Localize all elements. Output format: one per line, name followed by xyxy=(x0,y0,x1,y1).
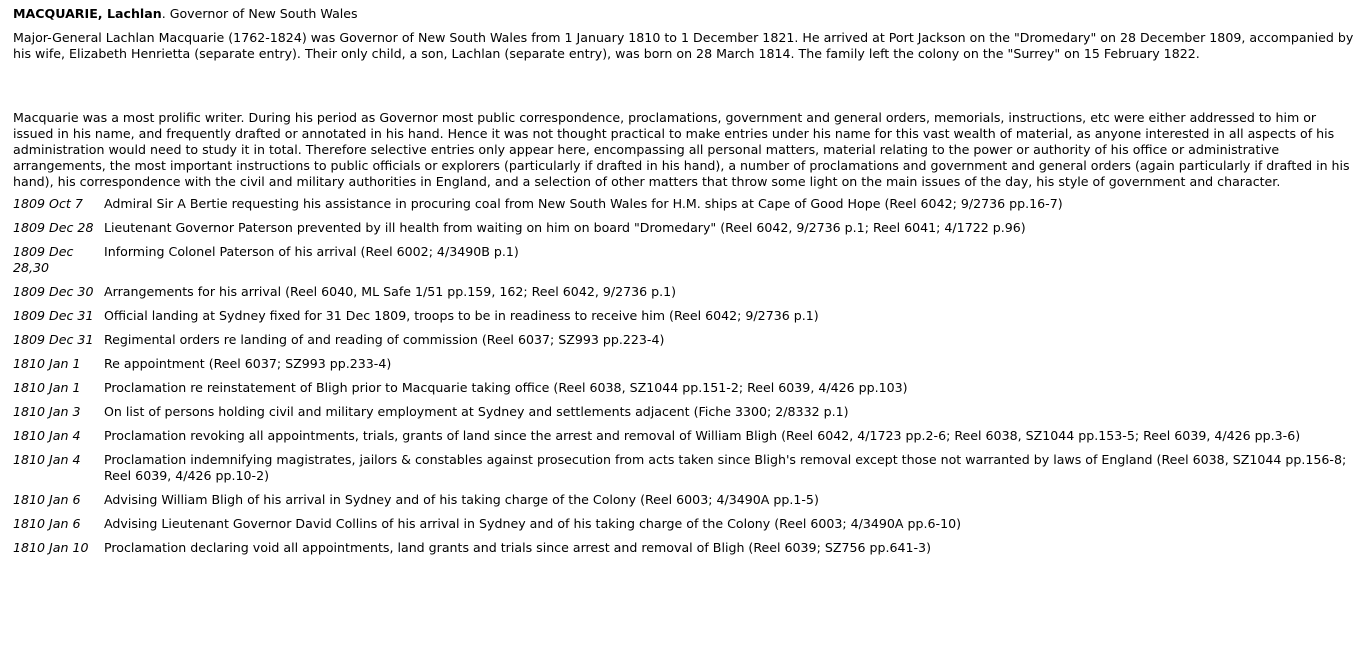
table-row xyxy=(13,216,1359,240)
entry-description: Regimental orders re landing of and reading of commission (Reel 6037; SZ993 pp.223-4) xyxy=(104,332,665,347)
entry-date: 1809 Dec 31 xyxy=(13,308,94,323)
entry-date: 1810 Jan 3 xyxy=(13,404,81,419)
entry-heading xyxy=(13,6,1359,22)
table-row xyxy=(13,240,1359,280)
entry-description: Lieutenant Governor Paterson prevented by ill health from waiting on him on board "Dromedary" (Reel 6042, 9/2736 p.1; Reel 6041; 4/1722 p.96) xyxy=(104,220,1026,235)
table-row xyxy=(13,536,1359,560)
writings-paragraph: Macquarie was a most prolific writer. During his period as Governor most public correspondence, proclamations, government and general orders, memorials, instructions, etc were either addressed to him or issued in his name, and frequently drafted or annotated in his hand. Hence it was not thought practical to make entries under his name for this vast wealth of material, as anyone interested in all aspects of his administration would need to study it in total. Therefore selective entries only appear here, encompassing all personal matters, material relating to the power or authority of his office or administrative arrangements, the most important instructions to public officials or explorers (particularly if drafted in his hand), a number of proclamations and government and general orders (again particularly if drafted in his hand), his correspondence with the civil and military authorities in England, and a selection of other matters that throw some light on the main issues of the day, his style of government and character. xyxy=(13,110,1350,189)
entry-description: Official landing at Sydney fixed for 31 Dec 1809, troops to be in readiness to receive him (Reel 6042; 9/2736 p.1) xyxy=(104,308,819,323)
entry-description: Advising Lieutenant Governor David Collins of his arrival in Sydney and of his taking charge of the Colony (Reel 6003; 4/3490A pp.6-10) xyxy=(104,516,962,531)
entry-description: Informing Colonel Paterson of his arrival (Reel 6002; 4/3490B p.1) xyxy=(104,244,519,259)
table-row xyxy=(13,304,1359,328)
table-row xyxy=(13,424,1359,448)
table-row xyxy=(13,280,1359,304)
entry-date: 1809 Dec 28,30 xyxy=(13,244,74,275)
entry-date: 1810 Jan 10 xyxy=(13,540,89,555)
entry-date: 1810 Jan 6 xyxy=(13,516,81,531)
table-row xyxy=(13,448,1359,488)
entry-date: 1810 Jan 4 xyxy=(13,452,81,467)
entry-description: Proclamation re reinstatement of Bligh prior to Macquarie taking office (Reel 6038, SZ1044 pp.151-2; Reel 6039, 4/426 pp.103) xyxy=(104,380,908,395)
entry-description: On list of persons holding civil and military employment at Sydney and settlements adjacent (Fiche 3300; 2/8332 p.1) xyxy=(104,404,849,419)
entry-description: Proclamation declaring void all appointments, land grants and trials since arrest and removal of Bligh (Reel 6039; SZ756 pp.641-3) xyxy=(104,540,931,555)
table-row xyxy=(13,512,1359,536)
entries-table xyxy=(13,192,1359,560)
biography-paragraph: Major-General Lachlan Macquarie (1762-1824) was Governor of New South Wales from 1 January 1810 to 1 December 1821. He arrived at Port Jackson on the "Dromedary" on 28 December 1809, accompanied by his wife, Elizabeth Henrietta (separate entry). Their only child, a son, Lachlan (separate entry), was born on 28 March 1814. The family left the colony on the "Surrey" on 15 February 1822. xyxy=(13,30,1354,61)
table-row xyxy=(13,376,1359,400)
table-row xyxy=(13,328,1359,352)
entry-description: Admiral Sir A Bertie requesting his assistance in procuring coal from New South Wales for H.M. ships at Cape of Good Hope (Reel 6042; 9/2736 pp.16-7) xyxy=(104,196,1063,211)
entry-description: Advising William Bligh of his arrival in Sydney and of his taking charge of the Colony (Reel 6003; 4/3490A pp.1-5) xyxy=(104,492,819,507)
entry-date: 1809 Oct 7 xyxy=(13,196,83,211)
entry-date: 1809 Dec 28 xyxy=(13,220,94,235)
entry-description: Proclamation indemnifying magistrates, jailors & constables against prosecution from acts taken since Bligh's removal except those not warranted by laws of England (Reel 6038, SZ1044 pp.156-8; Reel 6039, 4/426 pp.10-2) xyxy=(104,452,1347,483)
person-name: MACQUARIE, Lachlan xyxy=(13,6,162,21)
entry-date: 1810 Jan 6 xyxy=(13,492,81,507)
entry-date: 1809 Dec 30 xyxy=(13,284,94,299)
table-row xyxy=(13,488,1359,512)
entry-description: Proclamation revoking all appointments, trials, grants of land since the arrest and removal of William Bligh (Reel 6042, 4/1723 pp.2-6; Reel 6038, SZ1044 pp.153-5; Reel 6039, 4/426 pp.3-6) xyxy=(104,428,1301,443)
entry-description: Re appointment (Reel 6037; SZ993 pp.233-4) xyxy=(104,356,392,371)
table-row xyxy=(13,352,1359,376)
entry-date: 1809 Dec 31 xyxy=(13,332,94,347)
person-role: . Governor of New South Wales xyxy=(161,6,358,21)
entry-date: 1810 Jan 1 xyxy=(13,356,81,371)
entry-date: 1810 Jan 1 xyxy=(13,380,81,395)
table-row xyxy=(13,400,1359,424)
table-row xyxy=(13,192,1359,216)
entry-description: Arrangements for his arrival (Reel 6040, ML Safe 1/51 pp.159, 162; Reel 6042, 9/2736 p.1) xyxy=(104,284,677,299)
entry-date: 1810 Jan 4 xyxy=(13,428,81,443)
